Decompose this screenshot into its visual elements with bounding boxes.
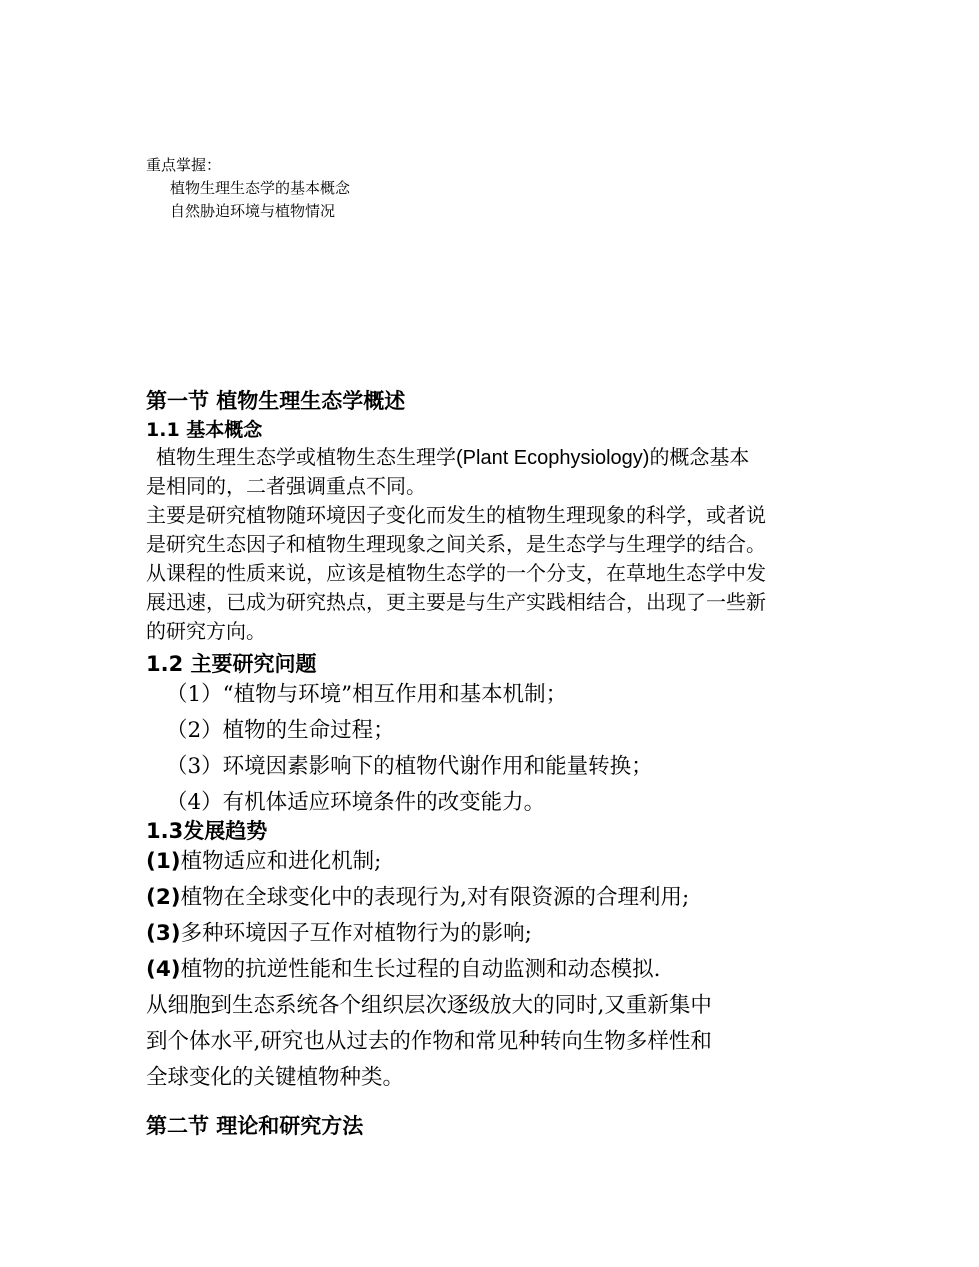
- paragraph-line: 的研究方向。: [146, 619, 266, 643]
- paragraph-text: 的概念基本: [649, 445, 750, 469]
- summary-line: 全球变化的关键植物种类。: [146, 1065, 405, 1090]
- item-text: 多种环境因子互作对植物行为的影响;: [180, 921, 532, 946]
- section2-title: 第二节 理论和研究方法: [146, 1114, 364, 1138]
- paragraph-line: 主要是研究植物随环境因子变化而发生的植物生理现象的科学，或者说: [146, 503, 766, 527]
- list-item: [146, 952, 712, 988]
- list-item: （1）“植物与环境”相互作用和基本机制；: [166, 682, 568, 707]
- item-text: 植物的抗逆性能和生长过程的自动监测和动态模拟.: [180, 957, 661, 982]
- trends-list: [146, 844, 712, 1096]
- item-number: (2): [146, 885, 181, 910]
- key-point-item: 自然胁迫环境与植物情况: [170, 202, 336, 220]
- paragraph-text: 植物生理生态学或植物生态生理学: [156, 445, 456, 469]
- key-point-item: 植物生理生态学的基本概念: [170, 179, 351, 197]
- paragraph-line: 是相同的，二者强调重点不同。: [146, 474, 426, 498]
- key-points-heading: 重点掌握：: [146, 156, 222, 174]
- paragraph-line: [146, 443, 846, 472]
- concept-paragraph: [146, 443, 846, 646]
- research-questions-list: [146, 677, 653, 821]
- subsection-1-1-title: 1.1 基本概念: [146, 419, 263, 441]
- item-text: 植物适应和进化机制;: [180, 849, 382, 874]
- subsection-1-2-title: 1.2 主要研究问题: [146, 652, 317, 676]
- list-item: [146, 844, 712, 880]
- paragraph-line: 从课程的性质来说，应该是植物生态学的一个分支，在草地生态学中发: [146, 561, 766, 585]
- summary-line: 到个体水平,研究也从过去的作物和常见种转向生物多样性和: [146, 1029, 712, 1054]
- item-text: 植物在全球变化中的表现行为,对有限资源的合理利用;: [180, 885, 690, 910]
- paragraph-line: 是研究生态因子和植物生理现象之间关系，是生态学与生理学的结合。: [146, 532, 766, 556]
- list-item: （3）环境因素影响下的植物代谢作用和能量转换；: [166, 754, 653, 779]
- item-number: (4): [146, 957, 181, 982]
- english-term: (Plant Ecophysiology): [456, 447, 650, 469]
- paragraph-line: 展迅速，已成为研究热点，更主要是与生产实践相结合，出现了一些新: [146, 590, 766, 614]
- list-item: [146, 880, 712, 916]
- list-item: [146, 916, 712, 952]
- subsection-1-3-title: 1.3发展趋势: [146, 819, 268, 843]
- section1-title: 第一节 植物生理生态学概述: [146, 389, 406, 413]
- summary-line: 从细胞到生态系统各个组织层次逐级放大的同时,又重新集中: [146, 993, 712, 1018]
- item-number: (3): [146, 921, 181, 946]
- list-item: （4）有机体适应环境条件的改变能力。: [166, 790, 546, 815]
- list-item: （2）植物的生命过程；: [166, 718, 395, 743]
- item-number: (1): [146, 849, 181, 874]
